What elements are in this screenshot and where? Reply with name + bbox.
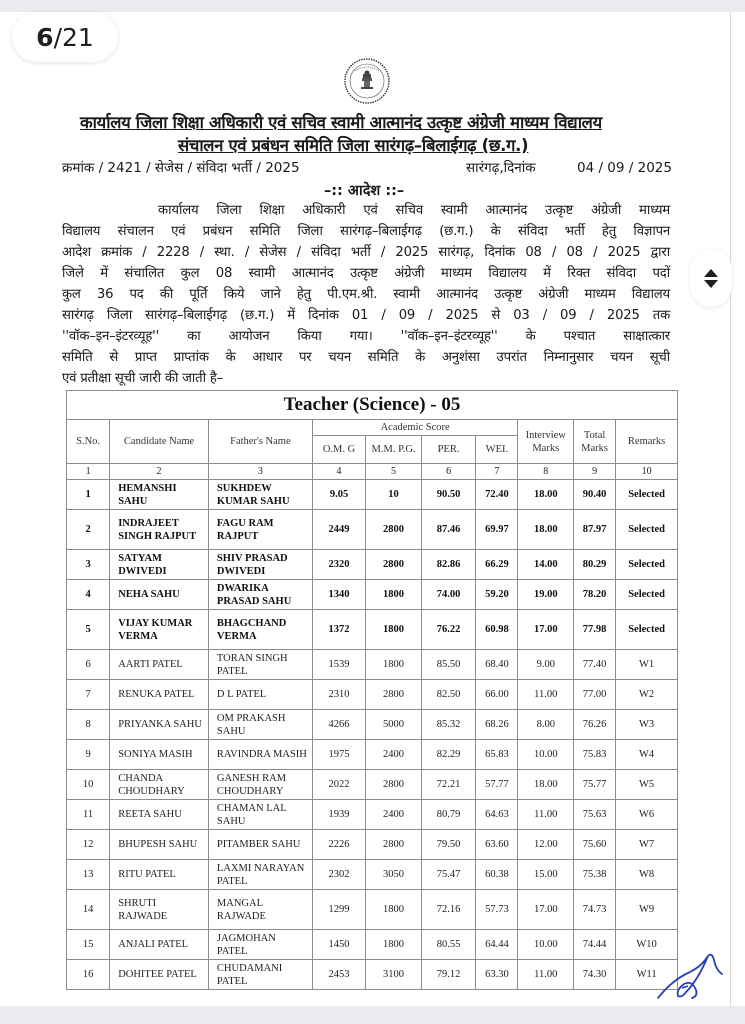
cell-sno: 10 [67,770,110,800]
cell-omg: 2320 [312,550,365,580]
cell-father-name: CHAMAN LAL SAHU [208,800,312,830]
table-body [67,480,678,990]
cell-sno: 1 [67,480,110,510]
reference-place: सारंगढ़,दिनांक [466,160,536,176]
cell-remarks: Selected [616,580,678,610]
cell-candidate-name: DOHITEE PATEL [110,960,209,990]
paragraph-line: विद्यालय संचालन एवं प्रबंधन समिति जिला सारंगढ़–बिलाईगढ़ (छ.ग.) के संविदा भर्ती हेतु विज्ञापन [62,224,670,239]
column-index: 2 [110,464,209,480]
column-index: 5 [366,464,422,480]
cell-per: 72.16 [421,890,476,930]
column-index: 10 [616,464,678,480]
cell-interview-marks: 15.00 [518,860,574,890]
cell-interview-marks: 8.00 [518,710,574,740]
cell-interview-marks: 11.00 [518,680,574,710]
cell-sno: 11 [67,800,110,830]
column-index: 9 [574,464,616,480]
cell-interview-marks: 9.00 [518,650,574,680]
column-index: 7 [476,464,518,480]
header-wei: WEI. [476,436,518,464]
paragraph-line: सारंगढ़ जिला सारंगढ़–बिलाईगढ़ (छ.ग.) में दिनांक 01 / 09 / 2025 से 03 / 09 / 2025 तक [62,308,670,323]
table-row [67,480,678,510]
cell-wei: 63.30 [476,960,518,990]
table-row [67,800,678,830]
table-row [67,860,678,890]
cell-interview-marks: 12.00 [518,830,574,860]
viewer-top-strip [0,0,745,12]
cell-omg: 1372 [312,610,365,650]
office-title-line2: संचालन एवं प्रबंधन समिति जिला सारंगढ़–बिलाईगढ़ (छ.ग.) [178,136,529,155]
header-sno: S.No. [67,420,110,464]
cell-per: 79.50 [421,830,476,860]
page-edge [730,12,731,1006]
fast-scroll-handle[interactable] [690,249,732,307]
paragraph-line: एवं प्रतीक्षा सूची जारी की जाती है– [62,371,224,386]
cell-father-name: FAGU RAM RAJPUT [208,510,312,550]
cell-wei: 57.77 [476,770,518,800]
cell-remarks: W7 [616,830,678,860]
cell-total-marks: 75.83 [574,740,616,770]
cell-wei: 68.26 [476,710,518,740]
cell-father-name: JAGMOHAN PATEL [208,930,312,960]
cell-interview-marks: 11.00 [518,960,574,990]
header-mmpg: M.M. P.G. [366,436,422,464]
cell-omg: 1340 [312,580,365,610]
cell-candidate-name: BHUPESH SAHU [110,830,209,860]
page-counter [12,12,118,62]
cell-candidate-name: INDRAJEET SINGH RAJPUT [110,510,209,550]
cell-father-name: OM PRAKASH SAHU [208,710,312,740]
cell-interview-marks: 18.00 [518,480,574,510]
cell-sno: 3 [67,550,110,580]
cell-interview-marks: 17.00 [518,610,574,650]
cell-per: 87.46 [421,510,476,550]
reference-number: क्रमांक / 2421 / सेजेस / संविदा भर्ती / 2025 [62,160,300,176]
cell-mmpg: 2800 [366,680,422,710]
cell-candidate-name: REETA SAHU [110,800,209,830]
cell-total-marks: 75.38 [574,860,616,890]
cell-mmpg: 10 [366,480,422,510]
cell-sno: 14 [67,890,110,930]
cell-father-name: BHAGCHAND VERMA [208,610,312,650]
cell-father-name: MANGAL RAJWADE [208,890,312,930]
cell-sno: 15 [67,930,110,960]
cell-sno: 12 [67,830,110,860]
cell-remarks: Selected [616,610,678,650]
cell-remarks: Selected [616,550,678,580]
header-total-marks: Total Marks [574,420,616,464]
cell-wei: 57.73 [476,890,518,930]
cell-candidate-name: RENUKA PATEL [110,680,209,710]
cell-remarks: W11 [616,960,678,990]
cell-per: 79.12 [421,960,476,990]
cell-per: 82.50 [421,680,476,710]
cell-omg: 1299 [312,890,365,930]
cell-omg: 2302 [312,860,365,890]
table-row [67,680,678,710]
cell-father-name: SHIV PRASAD DWIVEDI [208,550,312,580]
cell-mmpg: 1800 [366,890,422,930]
cell-wei: 66.00 [476,680,518,710]
cell-remarks: W4 [616,740,678,770]
cell-candidate-name: PRIYANKA SAHU [110,710,209,740]
cell-candidate-name: SATYAM DWIVEDI [110,550,209,580]
page-current: 6 [36,22,54,52]
header-per: PER. [421,436,476,464]
cell-total-marks: 75.63 [574,800,616,830]
cell-father-name: LAXMI NARAYAN PATEL [208,860,312,890]
cell-total-marks: 76.26 [574,710,616,740]
table-row [67,830,678,860]
cell-interview-marks: 18.00 [518,770,574,800]
cell-father-name: CHUDAMANI PATEL [208,960,312,990]
header-omg: O.M. G [312,436,365,464]
table-row [67,960,678,990]
header-interview-marks: Interview Marks [518,420,574,464]
cell-wei: 66.29 [476,550,518,580]
cell-candidate-name: SONIYA MASIH [110,740,209,770]
column-index: 6 [421,464,476,480]
cell-per: 82.86 [421,550,476,580]
cell-father-name: TORAN SINGH PATEL [208,650,312,680]
table-row [67,890,678,930]
cell-remarks: W1 [616,650,678,680]
column-index: 4 [312,464,365,480]
office-title-line1: कार्यालय जिला शिक्षा अधिकारी एवं सचिव स्वामी आत्मानंद उत्कृष्ट अंग्रेजी माध्यम विद्यालय [80,113,602,132]
cell-interview-marks: 14.00 [518,550,574,580]
table-row [67,580,678,610]
header-candidate-name: Candidate Name [110,420,209,464]
cell-sno: 6 [67,650,110,680]
cell-per: 74.00 [421,580,476,610]
column-index: 8 [518,464,574,480]
cell-wei: 65.83 [476,740,518,770]
cell-father-name: GANESH RAM CHOUDHARY [208,770,312,800]
cell-per: 85.50 [421,650,476,680]
cell-father-name: DWARIKA PRASAD SAHU [208,580,312,610]
cell-mmpg: 2800 [366,510,422,550]
cell-candidate-name: NEHA SAHU [110,580,209,610]
cell-omg: 2453 [312,960,365,990]
cell-wei: 60.98 [476,610,518,650]
cell-candidate-name: AARTI PATEL [110,650,209,680]
cell-mmpg: 2400 [366,800,422,830]
table-row [67,550,678,580]
cell-mmpg: 2400 [366,740,422,770]
government-emblem-icon [343,57,391,105]
table-row [67,610,678,650]
cell-wei: 63.60 [476,830,518,860]
cell-interview-marks: 19.00 [518,580,574,610]
cell-sno: 16 [67,960,110,990]
cell-per: 80.79 [421,800,476,830]
cell-sno: 7 [67,680,110,710]
order-paragraph [62,200,670,389]
cell-father-name: RAVINDRA MASIH [208,740,312,770]
cell-wei: 64.44 [476,930,518,960]
cell-remarks: Selected [616,480,678,510]
cell-per: 85.32 [421,710,476,740]
cell-remarks: W3 [616,710,678,740]
cell-remarks: W5 [616,770,678,800]
cell-remarks: W6 [616,800,678,830]
cell-mmpg: 1800 [366,580,422,610]
cell-wei: 72.40 [476,480,518,510]
cell-omg: 4266 [312,710,365,740]
cell-omg: 2449 [312,510,365,550]
cell-candidate-name: VIJAY KUMAR VERMA [110,610,209,650]
cell-total-marks: 90.40 [574,480,616,510]
cell-remarks: W9 [616,890,678,930]
cell-candidate-name: SHRUTI RAJWADE [110,890,209,930]
cell-per: 90.50 [421,480,476,510]
table-row [67,930,678,960]
paragraph-line: आदेश क्रमांक / 2228 / स्था. / सेजेस / संविदा भर्ती / 2025 सारंगढ़, दिनांक 08 / 08 / 2025 द्वारा [62,245,670,260]
paragraph-line: समिति से प्राप्त प्राप्तांक के आधार पर चयन समिति के अनुशंसा उपरांत निम्नानुसार चयन सूची [62,350,670,365]
header-father-name: Father's Name [208,420,312,464]
cell-mmpg: 2800 [366,770,422,800]
arrow-down-icon [704,280,718,288]
table-row [67,710,678,740]
cell-mmpg: 2800 [366,550,422,580]
cell-mmpg: 1800 [366,610,422,650]
cell-omg: 1939 [312,800,365,830]
cell-mmpg: 1800 [366,930,422,960]
cell-total-marks: 75.77 [574,770,616,800]
cell-omg: 1539 [312,650,365,680]
cell-omg: 1975 [312,740,365,770]
cell-per: 82.29 [421,740,476,770]
paragraph-line: ''वॉक–इन–इंटरव्यूह'' का आयोजन किया गया। ''वॉक–इन–इंटरव्यूह'' के पश्चात साक्षात्कार [62,329,670,344]
header-remarks: Remarks [616,420,678,464]
cell-total-marks: 77.00 [574,680,616,710]
cell-candidate-name: ANJALI PATEL [110,930,209,960]
cell-wei: 69.97 [476,510,518,550]
cell-total-marks: 87.97 [574,510,616,550]
paragraph-line: कार्यालय जिला शिक्षा अधिकारी एवं सचिव स्वामी आत्मानंद उत्कृष्ट अंग्रेजी माध्यम [158,203,670,218]
cell-mmpg: 5000 [366,710,422,740]
cell-remarks: W10 [616,930,678,960]
cell-sno: 2 [67,510,110,550]
cell-total-marks: 77.40 [574,650,616,680]
cell-total-marks: 74.30 [574,960,616,990]
cell-candidate-name: HEMANSHI SAHU [110,480,209,510]
cell-father-name: D L PATEL [208,680,312,710]
cell-omg: 9.05 [312,480,365,510]
viewer-bottom-strip [0,1006,745,1024]
cell-total-marks: 74.44 [574,930,616,960]
cell-wei: 60.38 [476,860,518,890]
cell-remarks: Selected [616,510,678,550]
cell-per: 72.21 [421,770,476,800]
cell-total-marks: 74.73 [574,890,616,930]
header-academic-score: Academic Score [312,420,518,436]
paragraph-line: कुल 36 पद की पूर्ति किये जाने हेतु पी.एम.श्री. स्वामी आत्मानंद उत्कृष्ट अंग्रेजी माध्यम विद्यालय [62,287,670,302]
signature [652,950,727,1002]
reference-date: 04 / 09 / 2025 [577,160,672,176]
cell-interview-marks: 10.00 [518,930,574,960]
column-index: 1 [67,464,110,480]
selection-list-table [66,390,678,990]
table-row [67,510,678,550]
table-row [67,650,678,680]
cell-omg: 2310 [312,680,365,710]
cell-interview-marks: 17.00 [518,890,574,930]
cell-interview-marks: 11.00 [518,800,574,830]
table-row [67,770,678,800]
cell-mmpg: 3100 [366,960,422,990]
cell-interview-marks: 18.00 [518,510,574,550]
table-title: Teacher (Science) - 05 [67,391,678,420]
paragraph-line: जिले में संचालित कुल 08 स्वामी आत्मानंद उत्कृष्ट अंग्रेजी माध्यम विद्यालय में रिक्त संविदा पदों [62,266,670,281]
cell-sno: 8 [67,710,110,740]
cell-candidate-name: CHANDA CHOUDHARY [110,770,209,800]
cell-candidate-name: RITU PATEL [110,860,209,890]
cell-total-marks: 78.20 [574,580,616,610]
cell-omg: 2226 [312,830,365,860]
table-row [67,740,678,770]
cell-total-marks: 80.29 [574,550,616,580]
cell-omg: 2022 [312,770,365,800]
cell-total-marks: 77.98 [574,610,616,650]
cell-remarks: W2 [616,680,678,710]
column-index: 3 [208,464,312,480]
cell-mmpg: 3050 [366,860,422,890]
column-index-row [67,464,678,480]
cell-interview-marks: 10.00 [518,740,574,770]
cell-per: 80.55 [421,930,476,960]
cell-total-marks: 75.60 [574,830,616,860]
cell-sno: 9 [67,740,110,770]
cell-wei: 59.20 [476,580,518,610]
cell-wei: 68.40 [476,650,518,680]
cell-father-name: PITAMBER SAHU [208,830,312,860]
cell-per: 75.47 [421,860,476,890]
cell-omg: 1450 [312,930,365,960]
arrow-up-icon [704,269,718,277]
cell-per: 76.22 [421,610,476,650]
cell-sno: 4 [67,580,110,610]
cell-sno: 13 [67,860,110,890]
cell-mmpg: 1800 [366,650,422,680]
cell-sno: 5 [67,610,110,650]
cell-remarks: W8 [616,860,678,890]
page-total: /21 [53,22,94,52]
order-heading: –:: आदेश ::– [324,183,405,199]
cell-wei: 64.63 [476,800,518,830]
cell-mmpg: 2800 [366,830,422,860]
cell-father-name: SUKHDEW KUMAR SAHU [208,480,312,510]
